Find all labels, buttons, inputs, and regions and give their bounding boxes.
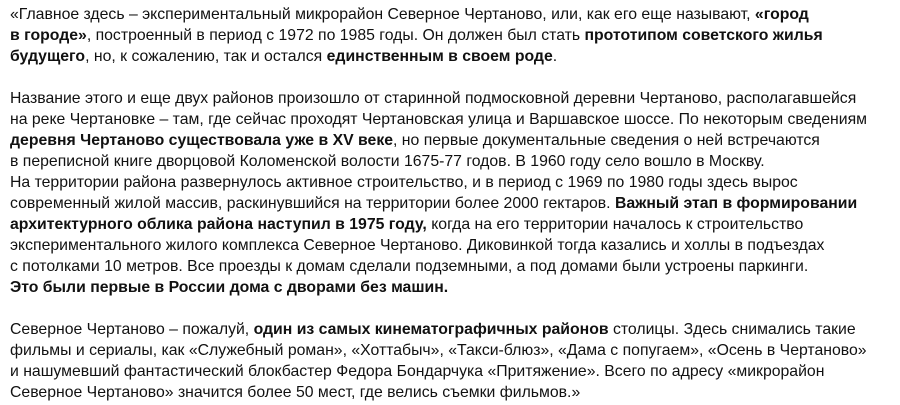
text-run: экспериментального жилого комплекса Северное Чертаново. Диковинкой тогда казались и холлы в подъездах <box>10 237 825 254</box>
paragraph <box>10 319 890 403</box>
text-run: Северное Чертаново – пожалуй, <box>10 321 254 338</box>
text-run: столицы. Здесь снимались такие <box>608 321 856 338</box>
bold-text-run: прототипом советского жилья <box>584 27 823 44</box>
bold-text-run: архитектурного облика района наступил в 1975 году, <box>10 216 427 233</box>
bold-text-run: единственным в своем роде <box>326 48 553 65</box>
text-run: фильмы и сериалы, как «Служебный роман», «Хоттабыч», «Такси-блюз», «Дама с попугаем», «Осень в Чертаново» <box>10 342 867 359</box>
text-run: в переписной книге дворцовой Коломенской волости 1675-77 годов. В 1960 году село вошло в Москву. <box>10 153 765 170</box>
text-run: и нашумевший фантастический блокбастер Федора Бондарчука «Притяжение». Всего по адресу «микрорайон <box>10 363 825 380</box>
bold-text-run: один из самых кинематографичных районов <box>253 321 609 338</box>
text-run: , построенный в период с 1972 по 1985 годы. Он должен был стать <box>86 27 585 44</box>
text-run: На территории района развернулось активное строительство, и в период с 1969 по 1980 годы здесь вырос <box>10 174 798 191</box>
bold-text-run: Это были первые в России дома с дворами без машин. <box>10 279 449 296</box>
text-run: современный жилой массив, раскинувшийся на территории более 2000 гектаров. <box>10 195 615 212</box>
text-run: Название этого и еще двух районов произошло от старинной подмосковной деревни Чертаново, располагавшейся <box>10 90 857 107</box>
bold-text-run: в городе» <box>10 27 87 44</box>
text-run: когда на его территории началось к строительство <box>426 216 804 233</box>
bold-text-run: будущего <box>10 48 86 65</box>
paragraph <box>10 4 890 67</box>
bold-text-run: Важный этап в формировании <box>614 195 858 212</box>
bold-text-run: деревня Чертаново существовала уже в XV веке <box>10 132 394 149</box>
text-run: «Главное здесь – экспериментальный микрорайон Северное Чертаново, или, как его еще называют, <box>10 6 755 23</box>
text-run: с потолками 10 метров. Все проезды к домам сделали подземными, а под домами были устроены паркинги. <box>10 258 809 275</box>
text-run: на реке Чертановке – там, где сейчас проходят Чертановская улица и Варшавское шоссе. По некоторым сведениям <box>10 111 867 128</box>
text-run: , но, к сожалению, так и остался <box>85 48 327 65</box>
text-run: . <box>552 48 558 65</box>
bold-text-run: «город <box>754 6 809 23</box>
text-run: Северное Чертаново» значится более 50 мест, где велись съемки фильмов.» <box>10 384 581 401</box>
text-run: , но первые документальные сведения о ней встречаются <box>393 132 820 149</box>
paragraph <box>10 88 890 298</box>
